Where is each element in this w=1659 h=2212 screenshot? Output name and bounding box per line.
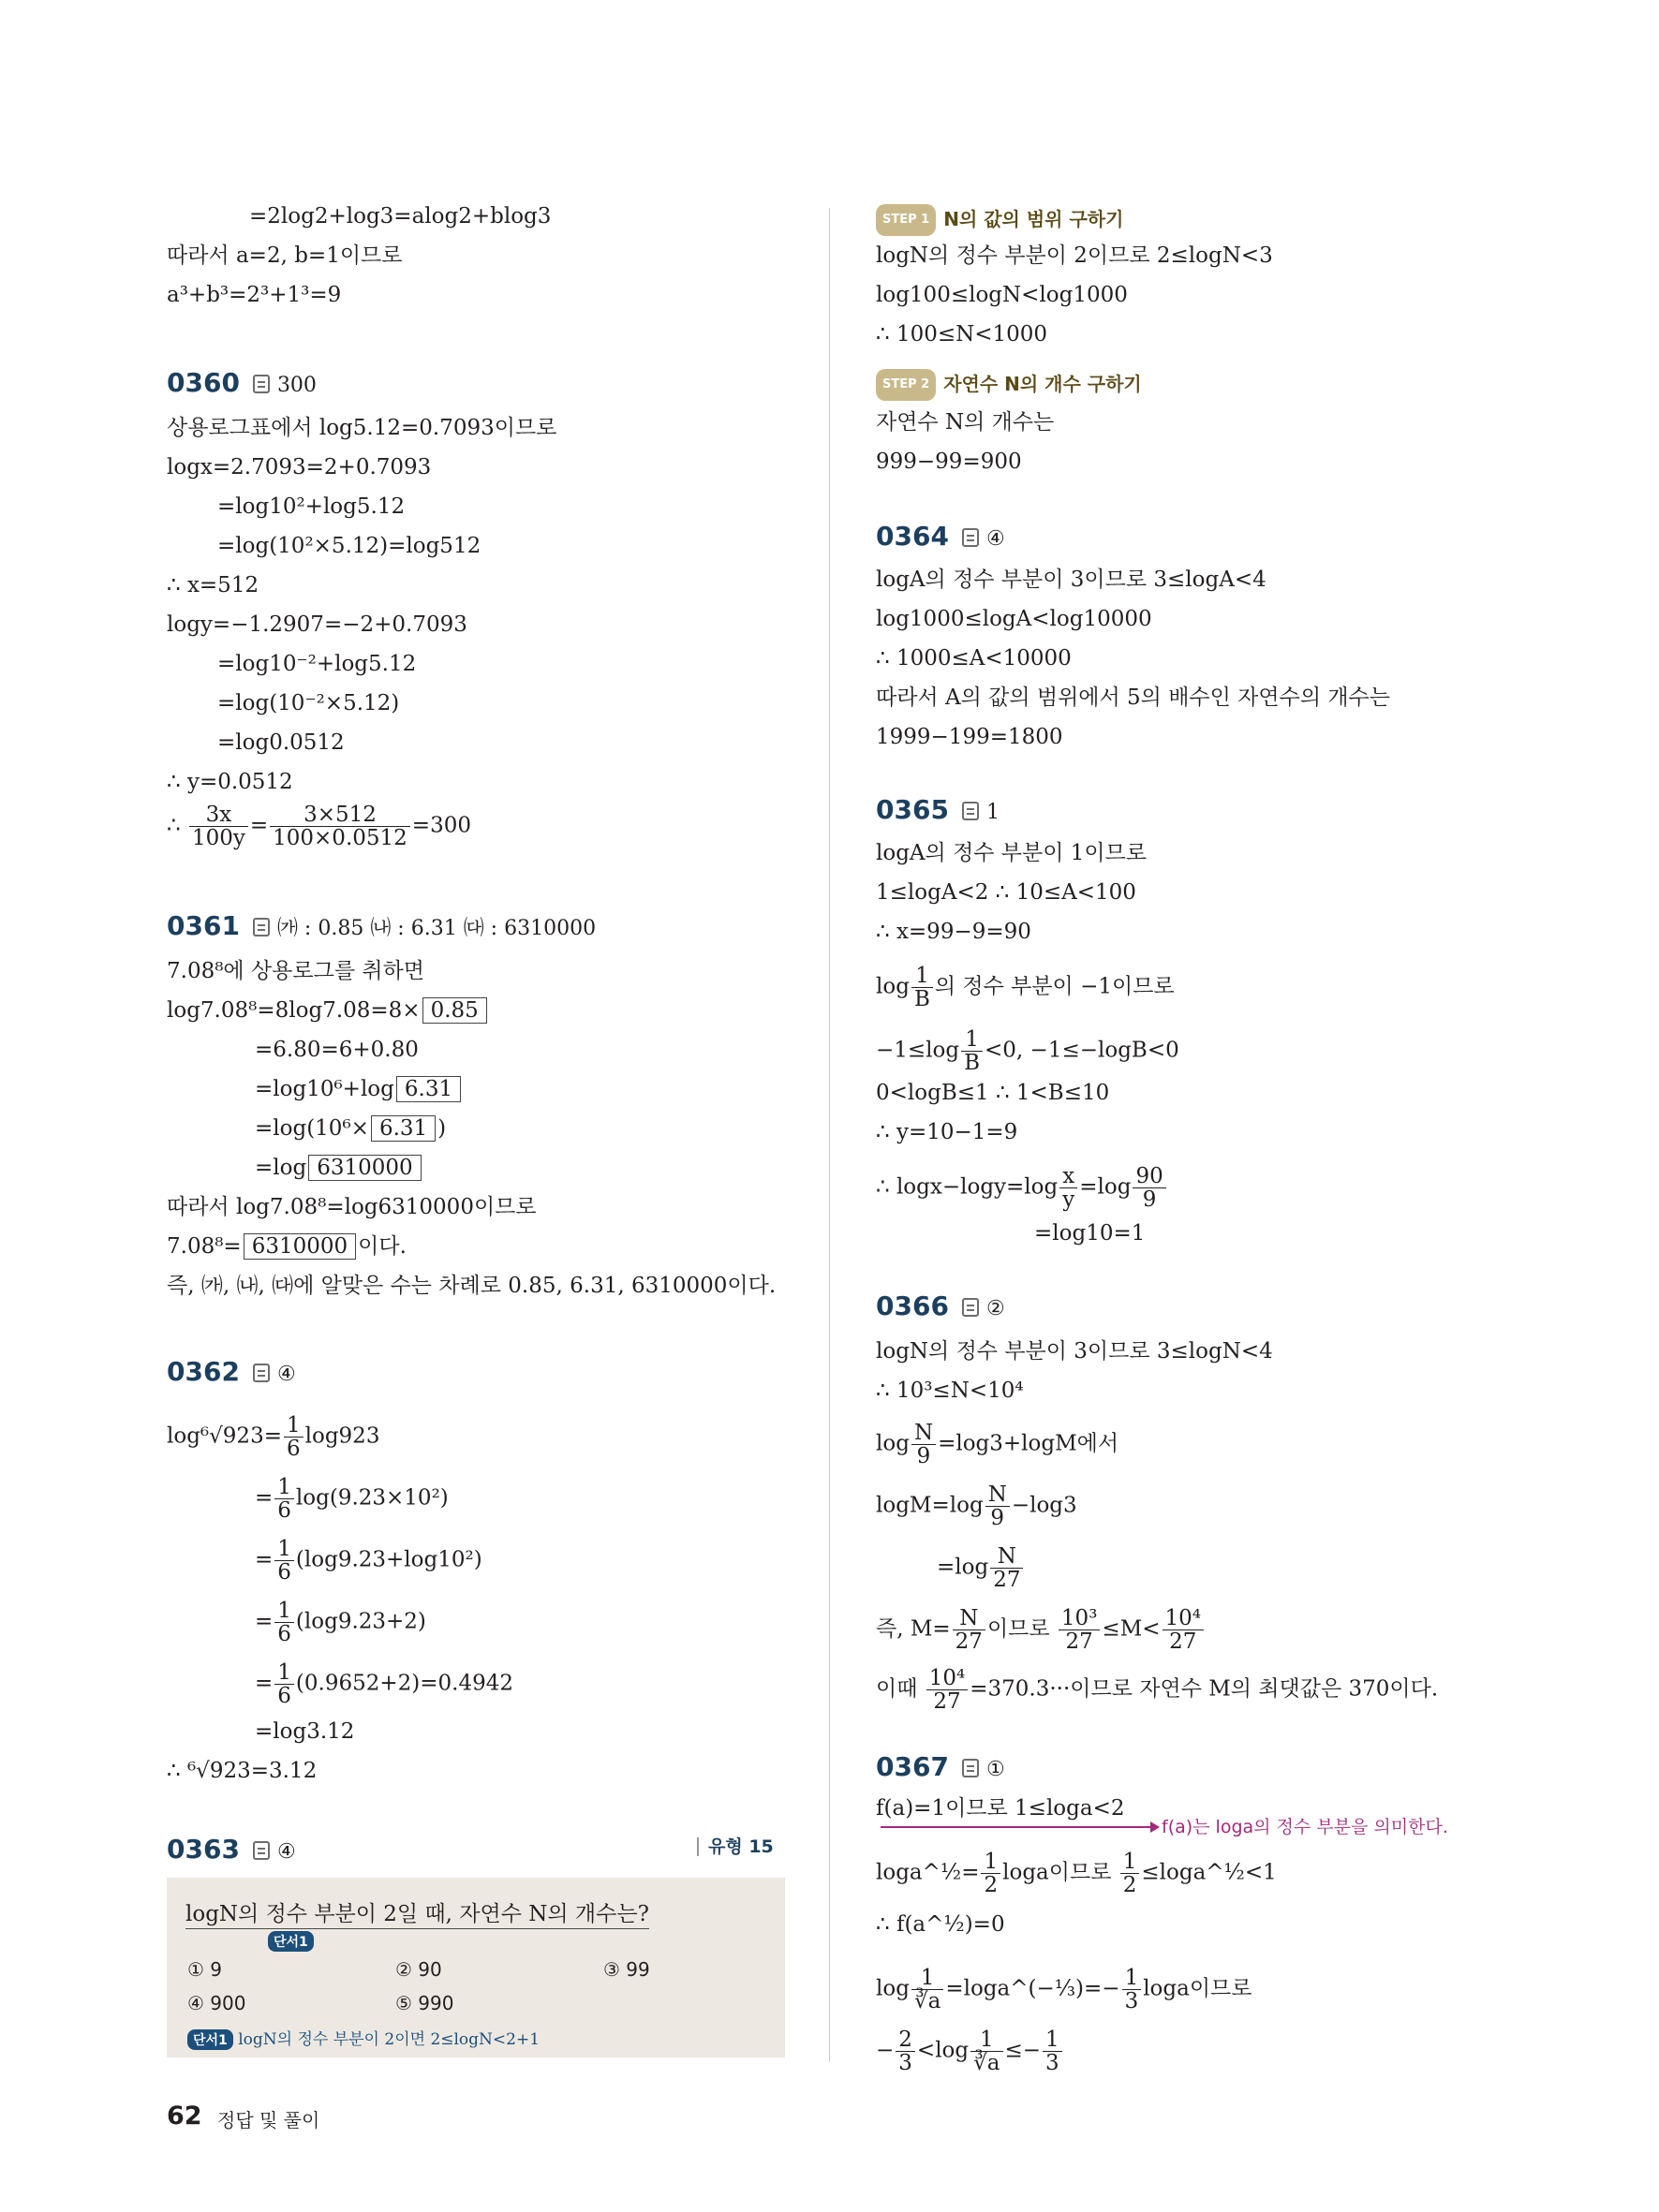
fraction: $\frac{\text{10⁴}}{27}$ bbox=[926, 1667, 969, 1713]
solution-line: ∴ f(a^½)=0 bbox=[876, 1912, 1005, 1937]
answer-box: 0.85 bbox=[422, 997, 487, 1024]
answer-box: 6310000 bbox=[308, 1155, 421, 1181]
prev-line-1: =2log2+log3=alog2+blog3 bbox=[249, 204, 552, 229]
fraction: $\frac{1}{∛a}$ bbox=[911, 1967, 943, 2013]
answer-value: ④ bbox=[276, 1363, 296, 1386]
fraction: $\frac{1}{6}$ bbox=[274, 1600, 294, 1645]
answer-icon bbox=[253, 375, 270, 393]
answer-value: ① bbox=[985, 1758, 1005, 1781]
solution-line: 0<logB≤1 ∴ 1<B≤10 bbox=[876, 1081, 1110, 1105]
option-2: ② 90 bbox=[395, 1958, 442, 1981]
fraction: $\frac{1}{B}$ bbox=[911, 965, 933, 1010]
solution-line: 7.08⁸= 6310000 이다. bbox=[167, 1234, 407, 1259]
fraction: $\frac{1}{3}$ bbox=[1122, 1967, 1142, 2013]
solution-line: f(a)=1이므로 1≤loga<2 bbox=[876, 1796, 1125, 1821]
answer-value: 300 bbox=[276, 374, 317, 397]
solution-line: = $\frac{1}{6}$ (0.9652+2)=0.4942 bbox=[255, 1660, 513, 1708]
solution-line: ∴ y=0.0512 bbox=[167, 770, 293, 794]
solution-line: log $\frac{1}{∛a}$ =loga^(−⅓)=− $\frac{1}{3}$ loga이므로 bbox=[876, 1966, 1252, 2013]
answer-value: ④ bbox=[276, 1840, 296, 1864]
solution-line: 따라서 log7.08⁸=log6310000이므로 bbox=[167, 1195, 537, 1219]
problem-number: 0361 bbox=[167, 910, 240, 941]
annotation-arrow bbox=[881, 1826, 1152, 1828]
fraction: $\frac{1}{3}$ bbox=[1043, 2028, 1062, 2074]
step-badge: STEP 2 bbox=[876, 369, 936, 401]
answer-icon bbox=[962, 528, 979, 547]
problem-heading-0365 bbox=[876, 794, 1000, 829]
answer-icon bbox=[962, 802, 979, 820]
problem-heading-0366 bbox=[876, 1290, 1005, 1325]
solution-line: = $\frac{1}{6}$ (log9.23+log10²) bbox=[255, 1537, 482, 1585]
fraction: $\frac{1}{6}$ bbox=[274, 1661, 294, 1707]
prev-line-2: 따라서 a=2, b=1이므로 bbox=[167, 243, 403, 268]
solution-line: =log(10⁻²×5.12) bbox=[217, 691, 400, 715]
problem-number: 0366 bbox=[876, 1290, 949, 1321]
solution-line: =log(10²×5.12)=log512 bbox=[217, 534, 481, 558]
solution-line: 1≤logA<2 ∴ 10≤A<100 bbox=[876, 880, 1136, 905]
solution-line: ∴ y=10−1=9 bbox=[876, 1120, 1018, 1144]
fraction: $\frac{1}{B}$ bbox=[961, 1028, 983, 1074]
answer-icon bbox=[253, 918, 270, 936]
type-tag: 유형 15 bbox=[697, 1837, 774, 1856]
fraction: $\frac{1}{∛a}$ bbox=[970, 2028, 1002, 2074]
solution-line: =6.80=6+0.80 bbox=[255, 1038, 419, 1062]
solution-line: 상용로그표에서 log5.12=0.7093이므로 bbox=[167, 416, 557, 440]
step-2-header bbox=[876, 369, 1142, 401]
fraction: $\frac{N}{27}$ bbox=[990, 1545, 1023, 1591]
hint-badge: 단서1 bbox=[187, 2029, 233, 2050]
step-title: N의 값의 범위 구하기 bbox=[943, 208, 1124, 230]
solution-line: log $\frac{N}{9}$ =log3+logM에서 bbox=[876, 1421, 1119, 1468]
answer-icon bbox=[253, 1364, 270, 1382]
problem-number: 0360 bbox=[167, 367, 240, 398]
hint-line bbox=[187, 2026, 540, 2050]
solution-line: logN의 정수 부분이 3이므로 3≤logN<4 bbox=[876, 1339, 1273, 1364]
fraction: $\frac{1}{2}$ bbox=[1120, 1851, 1140, 1896]
problem-number: 0364 bbox=[876, 521, 949, 552]
solution-line: 따라서 A의 값의 범위에서 5의 배수인 자연수의 개수는 bbox=[876, 686, 1390, 710]
solution-line: =log10=1 bbox=[1034, 1221, 1146, 1246]
solution-line: −1≤log $\frac{1}{B}$ <0, −1≤−logB<0 bbox=[876, 1027, 1179, 1075]
solution-line: logA의 정수 부분이 3이므로 3≤logA<4 bbox=[876, 568, 1266, 592]
option-5: ⑤ 990 bbox=[395, 1992, 454, 2014]
solution-line: ∴ x=512 bbox=[167, 573, 259, 597]
solution-line: ∴ x=99−9=90 bbox=[876, 920, 1031, 944]
answer-value: ② bbox=[985, 1297, 1005, 1320]
footer-label: 정답 및 풀이 bbox=[217, 2109, 320, 2131]
option-4: ④ 900 bbox=[187, 1992, 246, 2014]
prev-line-3: a³+b³=2³+1³=9 bbox=[167, 283, 342, 307]
solution-line-fraction: ∴ $\frac{3x}{100y}$ = $\frac{3\times 512}{100\times 0.0512}$ =300 bbox=[167, 803, 471, 850]
fraction: $\frac{\text{10⁴}}{27}$ bbox=[1163, 1607, 1205, 1653]
solution-line: logx=2.7093=2+0.7093 bbox=[167, 455, 432, 479]
problem-heading-0362 bbox=[167, 1356, 296, 1391]
solution-line: =log $\frac{N}{27}$ bbox=[937, 1545, 1025, 1591]
problem-number: 0362 bbox=[167, 1356, 240, 1387]
fraction: $\frac{N}{27}$ bbox=[953, 1607, 985, 1653]
solution-line: =log10⁻²+log5.12 bbox=[217, 652, 417, 676]
solution-line: log7.08⁸=8log7.08=8× 0.85 bbox=[167, 996, 489, 1025]
fraction: $\frac{\text{10³}}{27}$ bbox=[1059, 1607, 1101, 1653]
answer-icon bbox=[962, 1298, 979, 1317]
solution-line: =log3.12 bbox=[255, 1719, 355, 1744]
solution-line: =log10⁶+log 6.31 bbox=[255, 1075, 463, 1103]
solution-line: log1000≤logA<log10000 bbox=[876, 607, 1152, 631]
solution-line: 999−99=900 bbox=[876, 450, 1022, 474]
option-1: ① 9 bbox=[187, 1958, 223, 1981]
problem-heading-0360 bbox=[167, 367, 317, 402]
solution-line: =log10²+log5.12 bbox=[217, 494, 406, 519]
solution-line: =log(10⁶× 6.31 ) bbox=[255, 1116, 447, 1141]
annotation-arrowhead bbox=[1150, 1821, 1160, 1833]
fraction: $\frac{1}{6}$ bbox=[284, 1414, 304, 1460]
hint-text: logN의 정수 부분이 2이면 2≤logN<2+1 bbox=[238, 2030, 541, 2049]
solution-line: loga^½= $\frac{1}{2}$ loga이므로 $\frac{1}{2}$ ≤loga^½<1 bbox=[876, 1850, 1277, 1897]
step-badge: STEP 1 bbox=[876, 204, 936, 236]
column-divider bbox=[829, 208, 830, 2062]
solution-line: ∴ ⁶√923=3.12 bbox=[167, 1759, 318, 1783]
fraction: $\frac{1}{6}$ bbox=[274, 1476, 294, 1522]
problem-heading-0361 bbox=[167, 910, 596, 945]
fraction: $\frac{3\times 512}{100\times 0.0512}$ bbox=[270, 804, 410, 849]
solution-line: logA의 정수 부분이 1이므로 bbox=[876, 841, 1148, 865]
problem-number: 0365 bbox=[876, 794, 949, 825]
fraction: $\frac{2}{3}$ bbox=[896, 2028, 915, 2074]
solution-line: =log0.0512 bbox=[217, 730, 345, 755]
solution-line: ∴ 100≤N<1000 bbox=[876, 322, 1048, 347]
answer-value: ④ bbox=[985, 527, 1005, 551]
answer-icon bbox=[962, 1759, 979, 1777]
solution-line: logN의 정수 부분이 2이므로 2≤logN<3 bbox=[876, 243, 1273, 268]
annotation-note: f(a)는 loga의 정수 부분을 의미한다. bbox=[1162, 1817, 1448, 1837]
problem-box bbox=[167, 1878, 785, 2057]
solution-line: ∴ logx−logy=log $\frac{x}{y}$ =log $\frac{90}{9}$ bbox=[876, 1165, 1168, 1211]
solution-line: 즉, ㈎, ㈏, ㈐에 알맞은 수는 차례로 0.85, 6.31, 6310000이다. bbox=[167, 1274, 777, 1298]
problem-heading-0364 bbox=[876, 521, 1005, 555]
solution-line: 7.08⁸에 상용로그를 취하면 bbox=[167, 959, 425, 983]
problem-heading-0363 bbox=[167, 1834, 296, 1868]
solution-line: log $\frac{1}{B}$ 의 정수 부분이 −1이므로 bbox=[876, 964, 1175, 1011]
solution-line: = $\frac{1}{6}$ (log9.23+2) bbox=[255, 1599, 426, 1646]
answer-icon bbox=[253, 1841, 270, 1860]
answer-value: 1 bbox=[985, 801, 1000, 824]
answer-value: ㈎ : 0.85 ㈏ : 6.31 ㈐ : 6310000 bbox=[276, 917, 597, 940]
fraction: $\frac{x}{y}$ bbox=[1059, 1165, 1077, 1211]
fraction: $\frac{N}{9}$ bbox=[911, 1422, 936, 1467]
solution-line: 이때 $\frac{\text{10⁴}}{27}$ =370.3···이므로 자연수 M의 최댓값은 370이다. bbox=[876, 1666, 1439, 1714]
solution-line: ∴ 10³≤N<10⁴ bbox=[876, 1379, 1024, 1403]
answer-box: 6.31 bbox=[371, 1115, 436, 1142]
solution-line: ∴ 1000≤A<10000 bbox=[876, 646, 1072, 671]
solution-line: log100≤logN<log1000 bbox=[876, 283, 1128, 307]
solution-line: log⁶√923= $\frac{1}{6}$ log923 bbox=[167, 1413, 380, 1461]
step-title: 자연수 N의 개수 구하기 bbox=[943, 373, 1142, 395]
page-number: 62 bbox=[167, 2101, 202, 2131]
solution-line: logy=−1.2907=−2+0.7093 bbox=[167, 612, 467, 637]
solution-line: =log 6310000 bbox=[255, 1154, 423, 1182]
fraction: $\frac{1}{6}$ bbox=[274, 1538, 294, 1584]
problem-number: 0367 bbox=[876, 1751, 949, 1782]
problem-number: 0363 bbox=[167, 1834, 240, 1865]
solution-line: 1999−199=1800 bbox=[876, 725, 1063, 749]
answer-box: 6.31 bbox=[396, 1076, 461, 1102]
problem-heading-0367 bbox=[876, 1751, 1005, 1786]
solution-line: = $\frac{1}{6}$ log(9.23×10²) bbox=[255, 1475, 449, 1523]
step-1-header bbox=[876, 204, 1123, 236]
fraction: $\frac{1}{2}$ bbox=[981, 1851, 1000, 1896]
solution-line: 자연수 N의 개수는 bbox=[876, 410, 1055, 435]
hint-badge: 단서1 bbox=[268, 1931, 314, 1952]
solution-line: 즉, M= $\frac{N}{27}$ 이므로 $\frac{\text{10³}}{27}$ ≤M< $\frac{\text{10⁴}}{27}$ bbox=[876, 1607, 1206, 1653]
problem-question: logN의 정수 부분이 2일 때, 자연수 N의 개수는? bbox=[185, 1896, 649, 1929]
solution-line: − $\frac{2}{3}$ <log $\frac{1}{∛a}$ ≤− $\frac{1}{3}$ bbox=[876, 2028, 1064, 2074]
solution-line: logM=log $\frac{N}{9}$ −log3 bbox=[876, 1482, 1077, 1530]
fraction: $\frac{N}{9}$ bbox=[985, 1483, 1010, 1529]
fraction: $\frac{90}{9}$ bbox=[1133, 1165, 1165, 1211]
answer-box: 6310000 bbox=[244, 1233, 356, 1260]
option-3: ③ 99 bbox=[603, 1958, 650, 1981]
fraction: $\frac{3x}{100y}$ bbox=[189, 804, 248, 849]
